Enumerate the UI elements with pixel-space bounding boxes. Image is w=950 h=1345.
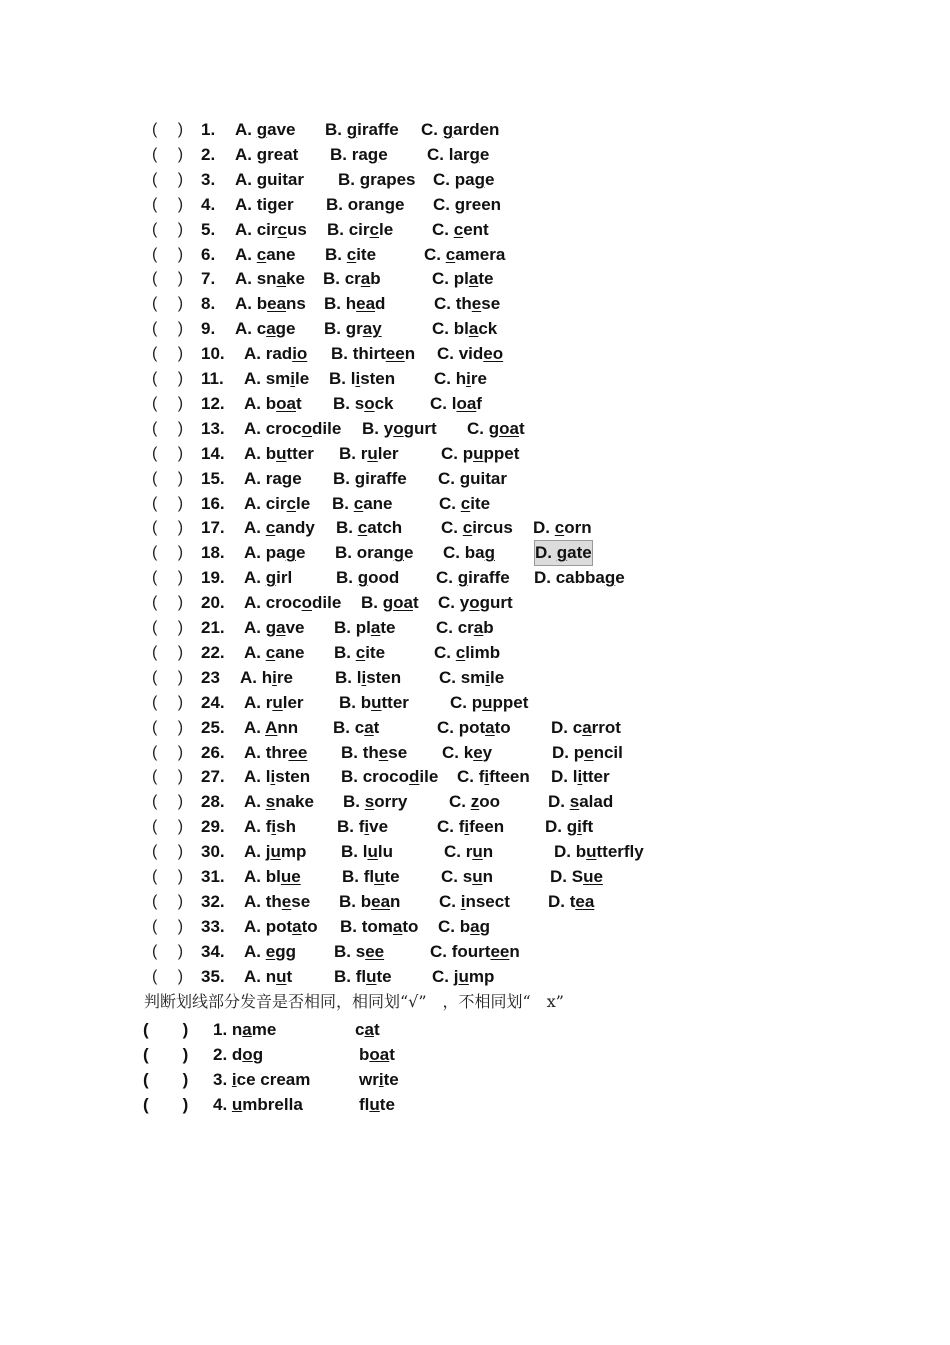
judgement-row xyxy=(0,1093,950,1117)
option-b[interactable]: B. orange xyxy=(335,543,414,563)
option-a[interactable]: A. cage xyxy=(235,319,296,339)
question-number: 17. xyxy=(201,518,225,538)
question-number: 31. xyxy=(201,867,225,886)
option-d[interactable]: D. Sue xyxy=(550,867,603,886)
question-number: 35. xyxy=(201,966,225,986)
option-c[interactable]: C. camera xyxy=(424,244,506,264)
question-row xyxy=(0,666,950,690)
answer-blank[interactable]: ( ) xyxy=(152,419,184,437)
option-a[interactable]: A. potato xyxy=(244,916,318,936)
option-a[interactable]: A. candy xyxy=(244,518,315,538)
option-b[interactable]: B. five xyxy=(337,817,389,837)
answer-blank[interactable]: ( ) xyxy=(152,370,184,387)
option-a[interactable]: A. listen xyxy=(244,767,311,787)
option-c[interactable]: C. goat xyxy=(467,418,525,438)
option-c[interactable]: C. giraffe xyxy=(436,568,510,588)
answer-blank[interactable]: ( ) xyxy=(152,270,184,288)
question-row xyxy=(0,168,950,192)
option-c[interactable]: C. key xyxy=(442,742,493,762)
question-number: 32. xyxy=(201,891,225,911)
question-number: 24. xyxy=(201,692,225,712)
option-b[interactable]: B. flute xyxy=(342,867,400,886)
option-a[interactable]: A. gave xyxy=(244,618,305,637)
option-b[interactable]: B. cite xyxy=(334,642,386,662)
question-number: 11. xyxy=(201,369,224,388)
question-number: 21. xyxy=(201,618,225,637)
question-number: 26. xyxy=(201,742,225,762)
option-d[interactable]: D. butterfly xyxy=(554,842,644,862)
option-c[interactable]: C. bag xyxy=(438,916,490,936)
option-b[interactable]: B. butter xyxy=(339,692,409,712)
option-a[interactable]: A. great xyxy=(235,144,299,164)
option-a[interactable]: A. hire xyxy=(240,667,293,687)
question-row xyxy=(0,492,950,516)
judgement-compare-word: flute xyxy=(359,1094,395,1114)
answer-blank[interactable]: ( ) xyxy=(152,320,184,338)
option-a[interactable]: A. radio xyxy=(244,344,308,364)
question-number: 16. xyxy=(201,493,225,513)
option-c[interactable]: C. fourteen xyxy=(430,941,520,961)
question-number: 5. xyxy=(201,219,216,239)
option-c[interactable]: C. fifeen xyxy=(437,817,505,837)
answer-blank[interactable]: ( ) xyxy=(152,469,184,487)
question-row xyxy=(0,940,950,964)
question-row xyxy=(0,641,950,665)
question-row xyxy=(0,367,950,391)
question-row xyxy=(0,716,950,740)
option-b[interactable]: B. thirteen xyxy=(331,344,416,364)
judgement-blank[interactable]: ( ) xyxy=(143,1044,189,1064)
option-c[interactable]: C. bag xyxy=(443,543,495,563)
option-a[interactable]: A. crocodile xyxy=(244,593,342,613)
option-b[interactable]: B. crab xyxy=(323,269,381,289)
option-d[interactable]: D. carrot xyxy=(551,717,621,737)
judgement-row xyxy=(0,1043,950,1067)
question-number: 9. xyxy=(201,319,216,339)
question-row xyxy=(0,218,950,242)
option-b[interactable]: B. yogurt xyxy=(362,418,437,438)
question-number: 3. xyxy=(201,169,216,189)
option-d[interactable]: D. corn xyxy=(533,518,592,538)
question-number: 23 xyxy=(201,667,220,687)
question-number: 18. xyxy=(201,543,225,563)
answer-blank[interactable]: ( ) xyxy=(152,494,184,512)
option-a[interactable]: A. boat xyxy=(244,393,302,413)
option-a[interactable]: A. circle xyxy=(244,493,311,513)
judgement-blank[interactable]: ( ) xyxy=(143,1069,189,1089)
option-a[interactable]: A. cane xyxy=(244,642,305,662)
judgement-blank[interactable]: ( ) xyxy=(143,1094,189,1114)
question-row xyxy=(0,616,950,640)
judgement-instruction: 判断划线部分发音是否相同，相同划“√” ，不相同划“ x” xyxy=(144,992,564,1011)
option-d[interactable]: D. tea xyxy=(548,891,595,911)
question-row xyxy=(0,840,950,864)
question-row xyxy=(0,915,950,939)
option-c[interactable]: C. puppet xyxy=(441,443,520,463)
judgement-word: 4. umbrella xyxy=(213,1094,303,1114)
option-b[interactable]: B. rage xyxy=(330,144,388,164)
option-a[interactable]: A. blue xyxy=(244,867,301,886)
option-b[interactable]: B. plate xyxy=(334,618,396,637)
question-row xyxy=(0,317,950,341)
option-c[interactable]: C. yogurt xyxy=(438,593,513,613)
option-c[interactable]: C. green xyxy=(433,194,502,214)
option-b[interactable]: B. grapes xyxy=(338,169,416,189)
judgement-word: 3. ice cream xyxy=(213,1069,311,1089)
option-a[interactable]: A. circus xyxy=(235,219,307,239)
answer-blank[interactable]: ( ) xyxy=(152,345,184,363)
question-row xyxy=(0,790,950,814)
option-c[interactable]: C. these xyxy=(434,294,501,314)
answer-blank[interactable]: ( ) xyxy=(152,519,184,537)
question-number: 1. xyxy=(201,120,216,139)
option-a[interactable]: A. cane xyxy=(235,244,296,264)
option-a[interactable]: A. smile xyxy=(244,369,310,388)
option-b[interactable]: B. cite xyxy=(325,244,377,264)
option-c[interactable]: C. fifteen xyxy=(457,767,530,787)
question-number: 15. xyxy=(201,468,225,488)
option-c[interactable]: C. jump xyxy=(432,966,495,986)
question-row xyxy=(0,541,950,565)
answer-blank[interactable]: ( ) xyxy=(152,444,184,462)
option-a[interactable]: A. three xyxy=(244,742,308,762)
answer-blank[interactable]: ( ) xyxy=(152,868,184,885)
question-row xyxy=(0,765,950,789)
question-number: 12. xyxy=(201,393,225,413)
answer-blank[interactable]: ( ) xyxy=(152,145,184,163)
option-c[interactable]: C. circus xyxy=(441,518,513,538)
option-b[interactable]: B. tomato xyxy=(340,916,419,936)
answer-blank[interactable]: ( ) xyxy=(152,743,184,761)
answer-blank[interactable]: ( ) xyxy=(152,619,184,636)
option-b[interactable]: B. listen xyxy=(335,667,402,687)
option-c[interactable]: C. smile xyxy=(439,667,505,687)
option-b[interactable]: B. good xyxy=(336,568,400,588)
option-c[interactable]: C. puppet xyxy=(450,692,529,712)
question-number: 28. xyxy=(201,792,225,812)
option-a[interactable]: A. egg xyxy=(244,941,296,961)
answer-blank[interactable]: ( ) xyxy=(152,569,184,587)
question-row xyxy=(0,467,950,491)
question-number: 34. xyxy=(201,941,225,961)
option-b[interactable]: B. cat xyxy=(333,717,380,737)
option-c[interactable]: C. potato xyxy=(437,717,511,737)
option-c[interactable]: C. large xyxy=(427,144,490,164)
option-a[interactable]: A. ruler xyxy=(244,692,304,712)
option-b[interactable]: B. crocodile xyxy=(341,767,439,787)
option-c[interactable]: C. cite xyxy=(439,493,491,513)
answer-blank[interactable]: ( ) xyxy=(152,594,184,612)
question-number: 29. xyxy=(201,817,225,837)
judgement-compare-word: write xyxy=(359,1069,399,1089)
question-row xyxy=(0,890,950,914)
answer-blank[interactable]: ( ) xyxy=(152,768,184,786)
judgement-word: 1. name xyxy=(213,1020,277,1039)
question-row xyxy=(0,143,950,167)
option-d[interactable]: D. gift xyxy=(545,817,594,837)
option-a[interactable]: A. Ann xyxy=(244,717,299,737)
judgement-blank[interactable]: ( ) xyxy=(143,1020,189,1039)
option-c[interactable]: C. plate xyxy=(432,269,494,289)
answer-blank[interactable]: ( ) xyxy=(152,693,184,711)
question-row xyxy=(0,741,950,765)
option-b[interactable]: B. cane xyxy=(332,493,393,513)
answer-blank[interactable]: ( ) xyxy=(152,917,184,935)
answer-blank[interactable]: ( ) xyxy=(152,718,184,736)
option-b[interactable]: B. listen xyxy=(329,369,396,388)
option-b[interactable]: B. gray xyxy=(324,319,382,339)
option-c[interactable]: C. loaf xyxy=(430,393,482,413)
option-b[interactable]: B. orange xyxy=(326,194,405,214)
option-a[interactable]: A. snake xyxy=(244,792,314,812)
option-b[interactable]: B. ruler xyxy=(339,443,399,463)
option-c[interactable]: C. page xyxy=(433,169,495,189)
option-a[interactable]: A. page xyxy=(244,543,306,563)
question-row xyxy=(0,442,950,466)
question-number: 19. xyxy=(201,568,225,588)
judgement-compare-word: boat xyxy=(359,1044,395,1064)
answer-blank[interactable]: ( ) xyxy=(152,295,184,313)
option-b[interactable]: B. giraffe xyxy=(325,120,399,139)
answer-blank[interactable]: ( ) xyxy=(152,170,184,188)
option-d[interactable]: D. gate xyxy=(535,541,592,565)
question-number: 20. xyxy=(201,593,225,613)
option-d[interactable]: D. litter xyxy=(551,767,610,787)
option-a[interactable]: A. fish xyxy=(244,817,296,837)
option-c[interactable]: C. climb xyxy=(434,642,501,662)
option-d[interactable]: D. cabbage xyxy=(534,568,625,588)
question-number: 22. xyxy=(201,642,225,662)
answer-blank[interactable]: ( ) xyxy=(152,843,184,861)
option-b[interactable]: B. catch xyxy=(336,518,403,538)
option-c[interactable]: C. run xyxy=(444,842,494,862)
option-a[interactable]: A. jump xyxy=(244,842,307,862)
question-number: 30. xyxy=(201,842,225,862)
answer-blank[interactable]: ( ) xyxy=(152,818,184,836)
question-number: 2. xyxy=(201,144,216,164)
answer-blank[interactable]: ( ) xyxy=(152,220,184,238)
option-a[interactable]: A. beans xyxy=(235,294,306,314)
option-a[interactable]: A. gave xyxy=(235,120,296,139)
option-a[interactable]: A. tiger xyxy=(235,194,294,214)
option-c[interactable]: C. zoo xyxy=(449,792,501,812)
judgement-compare-word: cat xyxy=(355,1020,380,1039)
question-number: 7. xyxy=(201,269,216,289)
question-number: 6. xyxy=(201,244,216,264)
question-row xyxy=(0,417,950,441)
judgement-row xyxy=(0,1068,950,1092)
option-b[interactable]: B. these xyxy=(341,742,408,762)
option-c[interactable]: C. garden xyxy=(421,120,500,139)
question-row xyxy=(0,965,950,989)
question-row xyxy=(0,516,950,540)
option-b[interactable]: B. lulu xyxy=(341,842,393,862)
question-row xyxy=(0,243,950,267)
answer-blank[interactable]: ( ) xyxy=(152,942,184,960)
option-a[interactable]: A. rage xyxy=(244,468,302,488)
question-number: 14. xyxy=(201,443,225,463)
option-a[interactable]: A. crocodile xyxy=(244,418,342,438)
question-number: 27. xyxy=(201,767,225,787)
option-a[interactable]: A. these xyxy=(244,891,311,911)
option-a[interactable]: A. girl xyxy=(244,568,293,588)
question-row xyxy=(0,815,950,839)
option-a[interactable]: A. snake xyxy=(235,269,305,289)
question-row xyxy=(0,865,950,889)
answer-blank[interactable]: ( ) xyxy=(152,967,184,985)
judgement-word: 2. dog xyxy=(213,1044,264,1064)
question-row xyxy=(0,691,950,715)
option-c[interactable]: C. crab xyxy=(436,618,494,637)
option-a[interactable]: A. guitar xyxy=(235,169,304,189)
option-b[interactable]: B. bean xyxy=(339,891,401,911)
option-c[interactable]: C. hire xyxy=(434,369,487,388)
option-c[interactable]: C. insect xyxy=(439,891,510,911)
question-row xyxy=(0,292,950,316)
option-a[interactable]: A. butter xyxy=(244,443,314,463)
option-b[interactable]: B. head xyxy=(324,294,386,314)
answer-blank[interactable]: ( ) xyxy=(152,121,184,138)
judgement-row xyxy=(0,1018,950,1042)
option-b[interactable]: B. giraffe xyxy=(333,468,407,488)
option-b[interactable]: B. goat xyxy=(361,593,419,613)
answer-blank[interactable]: ( ) xyxy=(152,394,184,412)
option-b[interactable]: B. see xyxy=(334,941,385,961)
option-a[interactable]: A. nut xyxy=(244,966,293,986)
question-row xyxy=(0,193,950,217)
option-c[interactable]: C. black xyxy=(432,319,498,339)
question-row xyxy=(0,566,950,590)
question-row xyxy=(0,267,950,291)
answer-blank[interactable]: ( ) xyxy=(152,643,184,661)
option-d[interactable]: D. salad xyxy=(548,792,614,812)
answer-blank[interactable]: ( ) xyxy=(152,793,184,811)
question-number: 8. xyxy=(201,294,216,314)
question-row xyxy=(0,342,950,366)
answer-blank[interactable]: ( ) xyxy=(152,544,184,562)
option-b[interactable]: B. sock xyxy=(333,393,394,413)
answer-blank[interactable]: ( ) xyxy=(152,892,184,910)
option-b[interactable]: B. flute xyxy=(334,966,392,986)
question-number: 33. xyxy=(201,916,225,936)
question-number: 4. xyxy=(201,194,216,214)
question-number: 10. xyxy=(201,344,225,364)
option-c[interactable]: C. sun xyxy=(441,867,493,886)
option-c[interactable]: C. video xyxy=(437,344,504,364)
answer-blank[interactable]: ( ) xyxy=(152,668,184,686)
option-b[interactable]: B. circle xyxy=(327,219,394,239)
question-row xyxy=(0,118,950,142)
question-number: 13. xyxy=(201,418,225,438)
option-d[interactable]: D. pencil xyxy=(552,742,623,762)
option-b[interactable]: B. sorry xyxy=(343,792,408,812)
option-c[interactable]: C. guitar xyxy=(438,468,507,488)
question-number: 25. xyxy=(201,717,225,737)
answer-blank[interactable]: ( ) xyxy=(152,195,184,213)
question-row xyxy=(0,591,950,615)
option-c[interactable]: C. cent xyxy=(432,219,489,239)
question-row xyxy=(0,392,950,416)
answer-blank[interactable]: ( ) xyxy=(152,245,184,263)
